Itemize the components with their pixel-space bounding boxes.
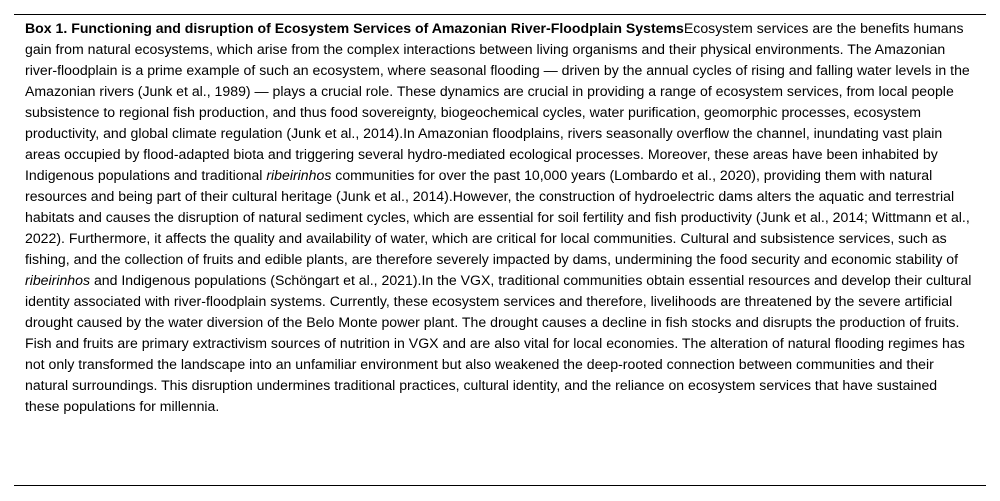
text-segment: In Amazonian floodplains, rivers seasonally overflow the channel, inundating vast plain areas occupied by flood-adapted biota and triggering several hydro-mediated ecological processes. Moreover, these areas have been inhabited by Indigenous populations and traditional xyxy=(25,125,943,183)
paragraph-ecosystem-services xyxy=(25,20,970,141)
text-segment: In the VGX, traditional communities obtain essential resources and develop their cultural identity associated with river-floodplain systems. Currently, these ecosystem services and therefore, livelihoods are threatened by the severe artificial drought caused by the water diversion of the Belo Monte power plant. The drought causes a decline in fish stocks and disrupts the production of fruits. Fish and fruits are primary extractivism sources of nutrition in VGX and are also vital for local economies. The alteration of natural flooding regimes has not only transformed the landscape into an unfamiliar environment but also weakened the deep-rooted connection between communities and their natural surroundings. This disruption undermines traditional practices, cultural identity, and the reliance on ecosystem services that have sustained these populations for millennia. xyxy=(25,272,972,414)
italic-term: ribeirinhos xyxy=(25,272,91,288)
text-segment: communities for over the past 10,000 years (Lombardo et al., 2020), providing them with natural resources and being part of their cultural heritage (Junk et al., 2014). xyxy=(25,167,933,204)
box-title: Box 1. Functioning and disruption of Ecosystem Services of Amazonian River-Floodplain Systems xyxy=(25,20,684,36)
text-segment: and Indigenous populations (Schöngart et al., 2021). xyxy=(90,272,422,288)
italic-term: ribeirinhos xyxy=(266,167,332,183)
text-segment: However, the construction of hydroelectric dams alters the aquatic and terrestrial habitats and causes the disruption of natural sediment cycles, which are essential for soil fertility and fish productivity (Junk et al., 2014; Wittmann et al., 2022). Furthermore, it affects the quality and availability of water, which are critical for local communities. Cultural and subsistence services, such as fishing, and the collection of fruits and edible plants, are therefore severely impacted by dams, undermining the food security and economic stability of xyxy=(25,188,970,267)
box-body xyxy=(25,18,975,417)
text-segment: Ecosystem services are the benefits humans gain from natural ecosystems, which arise from the complex interactions between living organisms and their physical environments. The Amazonian river-floodplain is a prime example of such an ecosystem, where seasonal flooding — driven by the annual cycles of rising and falling water levels in the Amazonian rivers (Junk et al., 1989) — plays a crucial role. These dynamics are crucial in providing a range of ecosystem services, from local people subsistence to regional fish production, and thus food sovereignty, biogeochemical cycles, water purification, geomorphic processes, ecosystem productivity, and global climate regulation (Junk et al., 2014). xyxy=(25,20,970,141)
text-box xyxy=(14,14,986,486)
paragraph-vgx xyxy=(25,272,971,414)
